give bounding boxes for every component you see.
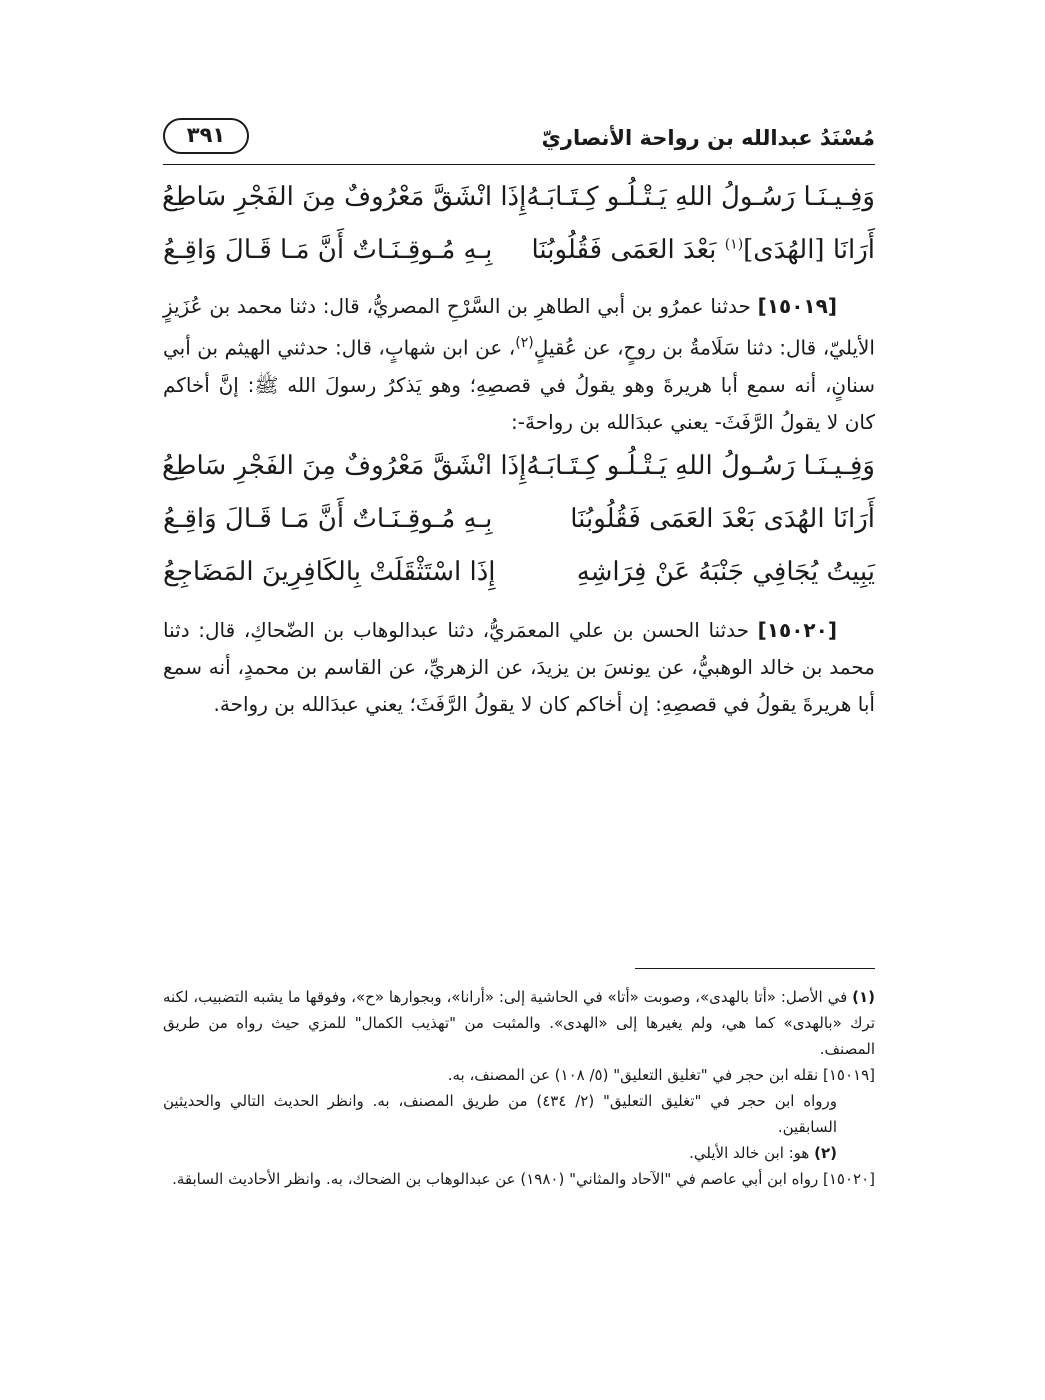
verse-second-hemistich: بِـهِ مُـوقِـنَـاتٌ أَنَّ مَـا قَـالَ وَاقِـعُ: [163, 235, 493, 265]
footnotes: [163, 984, 875, 1192]
footnote-label: [١٥٠١٩]: [822, 1066, 875, 1084]
verse-line: [163, 235, 875, 288]
footnote-ref-2[interactable]: (٢): [515, 335, 534, 351]
verse-second-hemistich: بِـهِ مُـوقِـنَـاتٌ أَنَّ مَـا قَـالَ وَاقِـعُ: [163, 503, 493, 534]
verse-first-hemistich: [531, 235, 875, 265]
hadith-text: ، عن ابن شهابٍ، قال: حدثني الهيثم بن أبي سنانٍ، أنه سمع أبا هريرةَ وهو يقولُ في قصصِهِ؛ وهو يَذكرُ رسولَ الله ﷺ: إنَّ أخاكم كان لا يقولُ الرَّفَثَ- يعني عبدَالله بن رواحةَ-:: [163, 335, 875, 434]
verse-second-hemistich: إِذَا انْشَقَّ مَعْرُوفٌ مِنَ الفَجْرِ سَاطِعُ: [161, 450, 527, 481]
verse-second-hemistich: إِذَا اسْتَثْقَلَتْ بِالكَافِرِينَ المَضَاجِعُ: [163, 556, 496, 587]
running-head-title: مُسْنَدُ عبدالله بن رواحة الأنصاريّ: [541, 126, 875, 150]
verse-line: [163, 451, 875, 504]
footnote-15019-continued: ورواه ابن حجر في "تغليق التعليق" (٢/ ٤٣٤) من طريق المصنف، به. وانظر الحديث التالي والحديثين السابقين.: [163, 1092, 837, 1136]
footnote-label: [١٥٠٢٠]: [822, 1170, 875, 1188]
footnote-label: (١): [852, 988, 875, 1006]
verse-line: [163, 504, 875, 557]
verse-first-hemistich: أَرَانَا الهُدَى بَعْدَ العَمَى فَقُلُوبُنَا: [570, 503, 875, 534]
footnote-label: (٢): [814, 1144, 837, 1162]
hadith-15020: [163, 612, 875, 723]
footnote-15020: [163, 1166, 875, 1192]
footnote-text: رواه ابن أبي عاصم في "الآحاد والمثاني" (١٩٨٠) عن عبدالوهاب بن الضحاك، به. وانظر الأحاديث السابقة.: [172, 1170, 819, 1188]
footnote-1: [163, 984, 875, 1062]
footnote-15019: [163, 1062, 875, 1088]
footnote-ref-1[interactable]: (١): [724, 236, 744, 253]
hadith-15019: [163, 288, 875, 441]
main-text: [163, 182, 875, 723]
footnote-text: هو: ابن خالد الأيلي.: [689, 1144, 810, 1162]
footnote-divider: [635, 968, 875, 969]
page-header: [163, 112, 875, 162]
hadith-number: [١٥٠٢٠]: [757, 617, 837, 642]
verse-text: بَعْدَ العَمَى فَقُلُوبُنَا: [531, 235, 725, 265]
verse-block-2: [163, 451, 875, 610]
verse-first-hemistich: يَبِيتُ يُجَافِي جَنْبَهُ عَنْ فِرَاشِهِ: [576, 556, 875, 587]
header-divider: [163, 164, 875, 165]
hadith-text: حدثنا عمرُو بن أبي الطاهرِ بن السَّرْحِ المصريُّ، قال: دثنا محمد بن عُزَيزٍ الأيليّ، قال: دثنا سَلَامةُ بن روحٍ، عن عُقيلٍ: [163, 294, 875, 360]
verse-line: [163, 182, 875, 235]
footnote-text: نقله ابن حجر في "تغليق التعليق" (٥/ ١٠٨) عن المصنف، به.: [447, 1066, 819, 1084]
verse-line: [163, 557, 875, 610]
page-number-badge: ٣٩١: [163, 118, 249, 154]
hadith-text: حدثنا الحسن بن علي المعمَريُّ، دثنا عبدالوهاب بن الضّحاكِ، قال: دثنا محمد بن خالد الوهبيُّ، عن يونسَ بن يزيدَ، عن الزهريِّ، عن القاسم بن محمدٍ، أنه سمع أبا هريرةَ يقولُ في قصصِهِ: إن أخاكم كان لا يقولُ الرَّفَثَ؛ يعني عبدَالله بن رواحة.: [163, 617, 875, 716]
footnote-text: في الأصل: «أتا بالهدى»، وصوبت «أتا» في الحاشية إلى: «أرانا»، وبجوارها «ح»، وفوقها ما يشبه التضبيب، لكنه ترك «بالهدى» كما هي، ولم يغيرها إلى «الهدى». والمثبت من "تهذيب الكمال" للمزي حيث رواه من طريق المصنف.: [163, 988, 875, 1058]
footnote-2: [163, 1140, 875, 1166]
verse-first-hemistich: وَفِـيـنَـا رَسُـولُ اللهِ يَـتْـلُـو كِـتَـابَـهُ: [526, 182, 875, 212]
verse-second-hemistich: إِذَا انْشَقَّ مَعْرُوفٌ مِنَ الفَجْرِ سَاطِعُ: [161, 182, 527, 212]
hadith-number: [١٥٠١٩]: [757, 294, 837, 318]
verse-first-hemistich: وَفِـيـنَـا رَسُـولُ اللهِ يَـتْـلُـو كِـتَـابَـهُ: [526, 450, 875, 481]
verse-block-1: [163, 182, 875, 288]
verse-text: أَرَانَا [الهُدَى]: [743, 235, 875, 265]
